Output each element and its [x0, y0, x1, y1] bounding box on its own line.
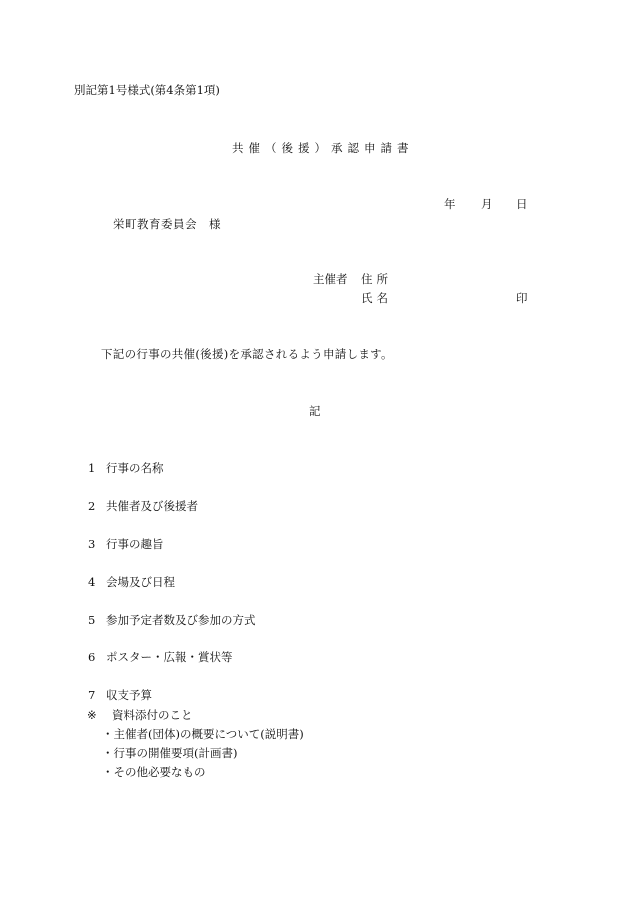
item-label: 会場及び日程: [106, 575, 175, 589]
date-month-label: 月: [481, 197, 493, 211]
attachment-item: ・その他必要なもの: [102, 765, 206, 779]
list-item: [88, 539, 164, 551]
list-item: [88, 577, 175, 589]
document-title: 共催（後援）承認申請書: [232, 141, 414, 155]
item-number: 5: [88, 613, 96, 627]
list-item: [88, 615, 256, 627]
item-label: 行事の趣旨: [106, 537, 164, 551]
request-statement: 下記の行事の共催(後援)を承認されるよう申請します。: [101, 347, 393, 361]
list-item: [88, 690, 152, 702]
date-year-label: 年: [444, 197, 456, 211]
ki-heading: 記: [309, 404, 321, 418]
attachment-note: [87, 710, 192, 722]
name-label: 氏名: [361, 291, 392, 305]
attachment-item: ・主催者(団体)の概要について(説明書): [102, 727, 304, 741]
address-label: 住所: [361, 272, 392, 286]
note-mark: ※: [87, 708, 97, 722]
organizer-label: 主催者: [313, 272, 348, 286]
list-item: [88, 652, 233, 664]
item-number: 4: [88, 575, 96, 589]
item-label: 収支予算: [106, 688, 152, 702]
item-label: ポスター・広報・賞状等: [106, 650, 233, 664]
item-label: 参加予定者数及び参加の方式: [106, 613, 256, 627]
list-item: [88, 463, 164, 475]
item-label: 行事の名称: [106, 461, 164, 475]
attachment-heading: 資料添付のこと: [111, 708, 193, 722]
item-number: 1: [88, 461, 96, 475]
seal-mark: 印: [516, 291, 528, 305]
date-day-label: 日: [516, 197, 528, 211]
attachment-item: ・行事の開催要項(計画書): [102, 746, 238, 760]
item-number: 6: [88, 650, 96, 664]
form-number-label: 別記第1号様式(第4条第1項): [74, 83, 220, 97]
addressee: 栄町教育委員会 様: [113, 217, 221, 231]
item-number: 2: [88, 499, 96, 513]
item-number: 7: [88, 688, 96, 702]
list-item: [88, 501, 198, 513]
item-label: 共催者及び後援者: [106, 499, 198, 513]
item-number: 3: [88, 537, 96, 551]
